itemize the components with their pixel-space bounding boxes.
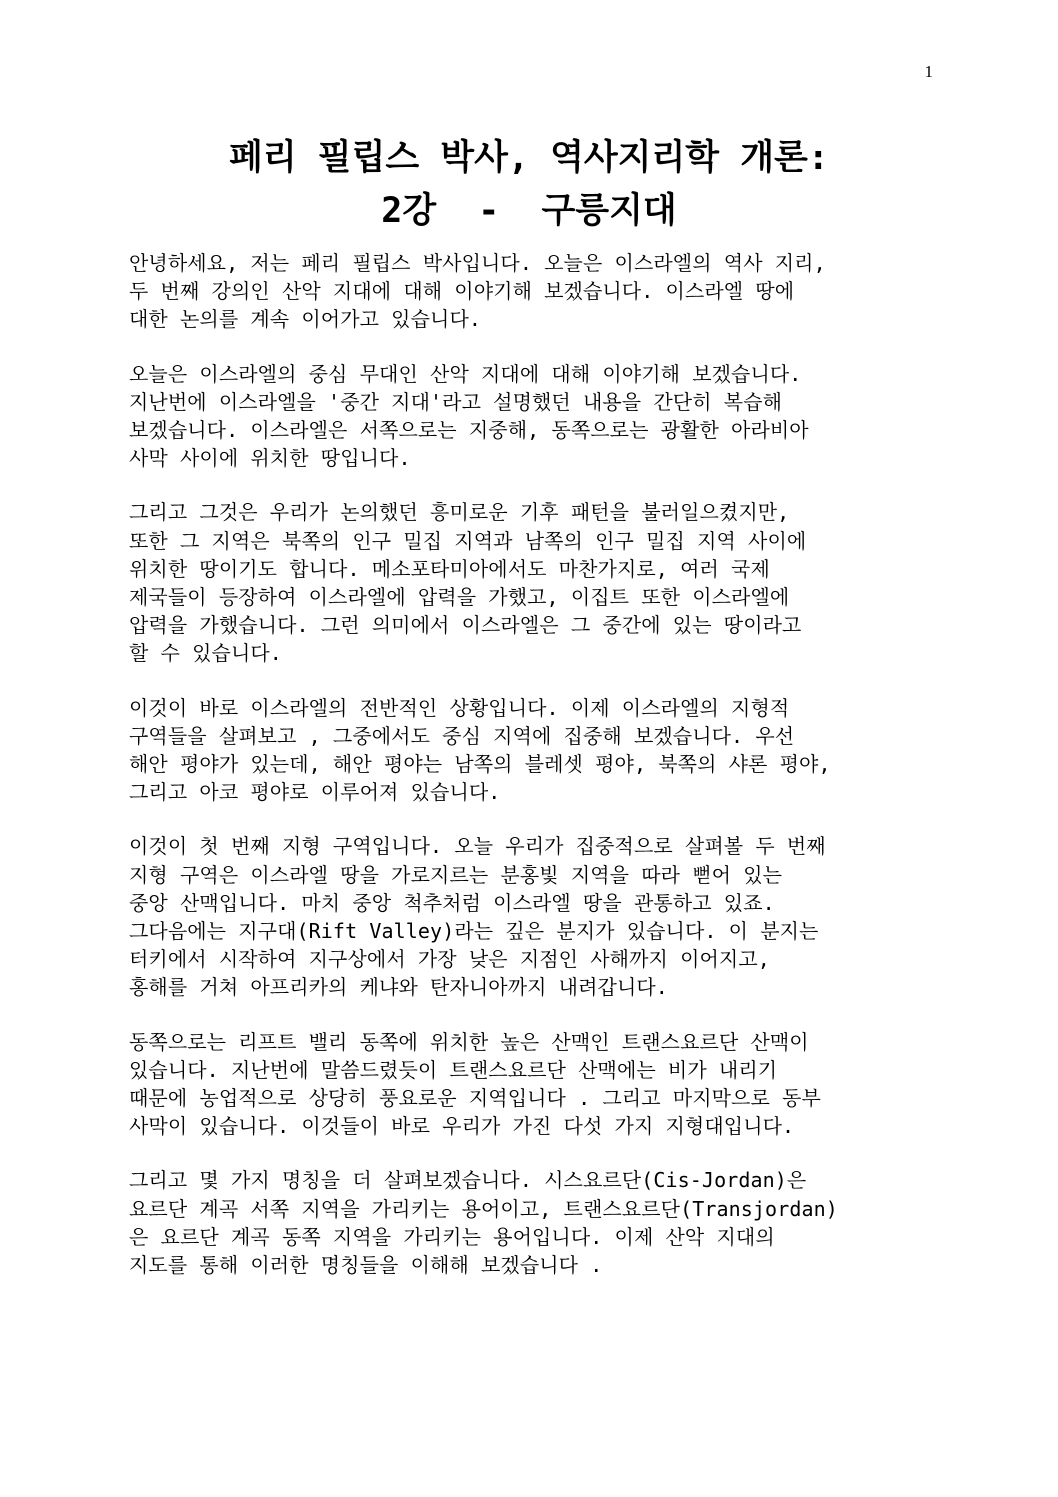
text-line: 있습니다. 지난번에 말씀드렸듯이 트랜스요르단 산맥에는 비가 내리기 [129, 1057, 778, 1082]
text-line: 터키에서 시작하여 지구상에서 가장 낮은 지점인 사해까지 이어지고, [129, 947, 770, 972]
text-line: 사막 사이에 위치한 땅입니다. [129, 446, 411, 471]
text-line: 오늘은 이스라엘의 중심 무대인 산악 지대에 대해 이야기해 보겠습니다. [129, 361, 802, 386]
paragraph-2 [129, 360, 939, 473]
paragraph-5 [129, 832, 939, 1001]
text-line: 그리고 몇 가지 명칭을 더 살펴보겠습니다. 시스요르단(Cis-Jordan)은 [129, 1168, 807, 1193]
text-line: 보겠습니다. 이스라엘은 서쪽으로는 지중해, 동쪽으로는 광활한 아라비아 [129, 418, 809, 443]
text-line: 위치한 땅이기도 합니다. 메소포타미아에서도 마찬가지로, 여러 국제 [129, 556, 770, 581]
text-line: 사막이 있습니다. 이것들이 바로 우리가 가진 다섯 가지 지형대입니다. [129, 1114, 795, 1139]
text-line: 해안 평야가 있는데, 해안 평야는 남쪽의 블레셋 평야, 북쪽의 샤론 평야, [129, 752, 831, 777]
text-line: 대한 논의를 계속 이어가고 있습니다. [129, 307, 482, 332]
text-line: 지난번에 이스라엘을 '중간 지대'라고 설명했던 내용을 간단히 복습해 [129, 389, 783, 414]
text-line: 이것이 첫 번째 지형 구역입니다. 오늘 우리가 집중적으로 살펴볼 두 번째 [129, 834, 826, 859]
paragraph-4 [129, 694, 939, 807]
text-line: 구역들을 살펴보고 , 그중에서도 중심 지역에 집중해 보겠습니다. 우선 [129, 723, 795, 748]
text-line: 지도를 통해 이러한 명칭들을 이해해 보겠습니다 . [129, 1253, 603, 1278]
text-line: 지형 구역은 이스라엘 땅을 가로지르는 분홍빛 지역을 따라 뻗어 있는 [129, 862, 783, 887]
text-line: 동쪽으로는 리프트 밸리 동쪽에 위치한 높은 산맥인 트랜스요르단 산맥이 [129, 1029, 809, 1054]
text-line: 요르단 계곡 서쪽 지역을 가리키는 용어이고, 트랜스요르단(Transjordan) [129, 1196, 838, 1221]
paragraph-3 [129, 498, 939, 667]
title-line-1: 페리 필립스 박사, 역사지리학 개론: [229, 138, 829, 178]
document-title [0, 132, 1058, 238]
text-line: 그리고 아코 평야로 이루어져 있습니다. [129, 780, 501, 805]
text-line: 안녕하세요, 저는 페리 필립스 박사입니다. 오늘은 이스라엘의 역사 지리, [129, 251, 826, 275]
body-text [129, 249, 939, 1305]
title-line-2: 2강 - 구릉지대 [381, 191, 677, 231]
text-line: 때문에 농업적으로 상당히 풍요로운 지역입니다 . 그리고 마지막으로 동부 [129, 1086, 821, 1111]
text-line: 이것이 바로 이스라엘의 전반적인 상황입니다. 이제 이스라엘의 지형적 [129, 695, 790, 720]
text-line: 그다음에는 지구대(Rift Valley)라는 깊은 분지가 있습니다. 이 분지는 [129, 919, 819, 944]
text-line: 제국들이 등장하여 이스라엘에 압력을 가했고, 이집트 또한 이스라엘에 [129, 585, 790, 610]
paragraph-7 [129, 1166, 939, 1279]
text-line: 홍해를 거쳐 아프리카의 케냐와 탄자니아까지 내려갑니다. [129, 975, 668, 1000]
text-line: 은 요르단 계곡 동쪽 지역을 가리키는 용어입니다. 이제 산악 지대의 [129, 1224, 775, 1249]
text-line: 두 번째 강의인 산악 지대에 대해 이야기해 보겠습니다. 이스라엘 땅에 [129, 279, 795, 304]
text-line: 중앙 산맥입니다. 마치 중앙 척추처럼 이스라엘 땅을 관통하고 있죠. [129, 890, 775, 915]
page-number: 1 [924, 62, 933, 81]
text-line: 할 수 있습니다. [129, 641, 282, 666]
paragraph-1 [129, 249, 939, 334]
text-line: 또한 그 지역은 북쪽의 인구 밀집 지역과 남쪽의 인구 밀집 지역 사이에 [129, 528, 807, 553]
text-line: 압력을 가했습니다. 그런 의미에서 이스라엘은 그 중간에 있는 땅이라고 [129, 613, 802, 638]
text-line: 그리고 그것은 우리가 논의했던 흥미로운 기후 패턴을 불러일으켰지만, [129, 500, 790, 525]
paragraph-6 [129, 1028, 939, 1141]
